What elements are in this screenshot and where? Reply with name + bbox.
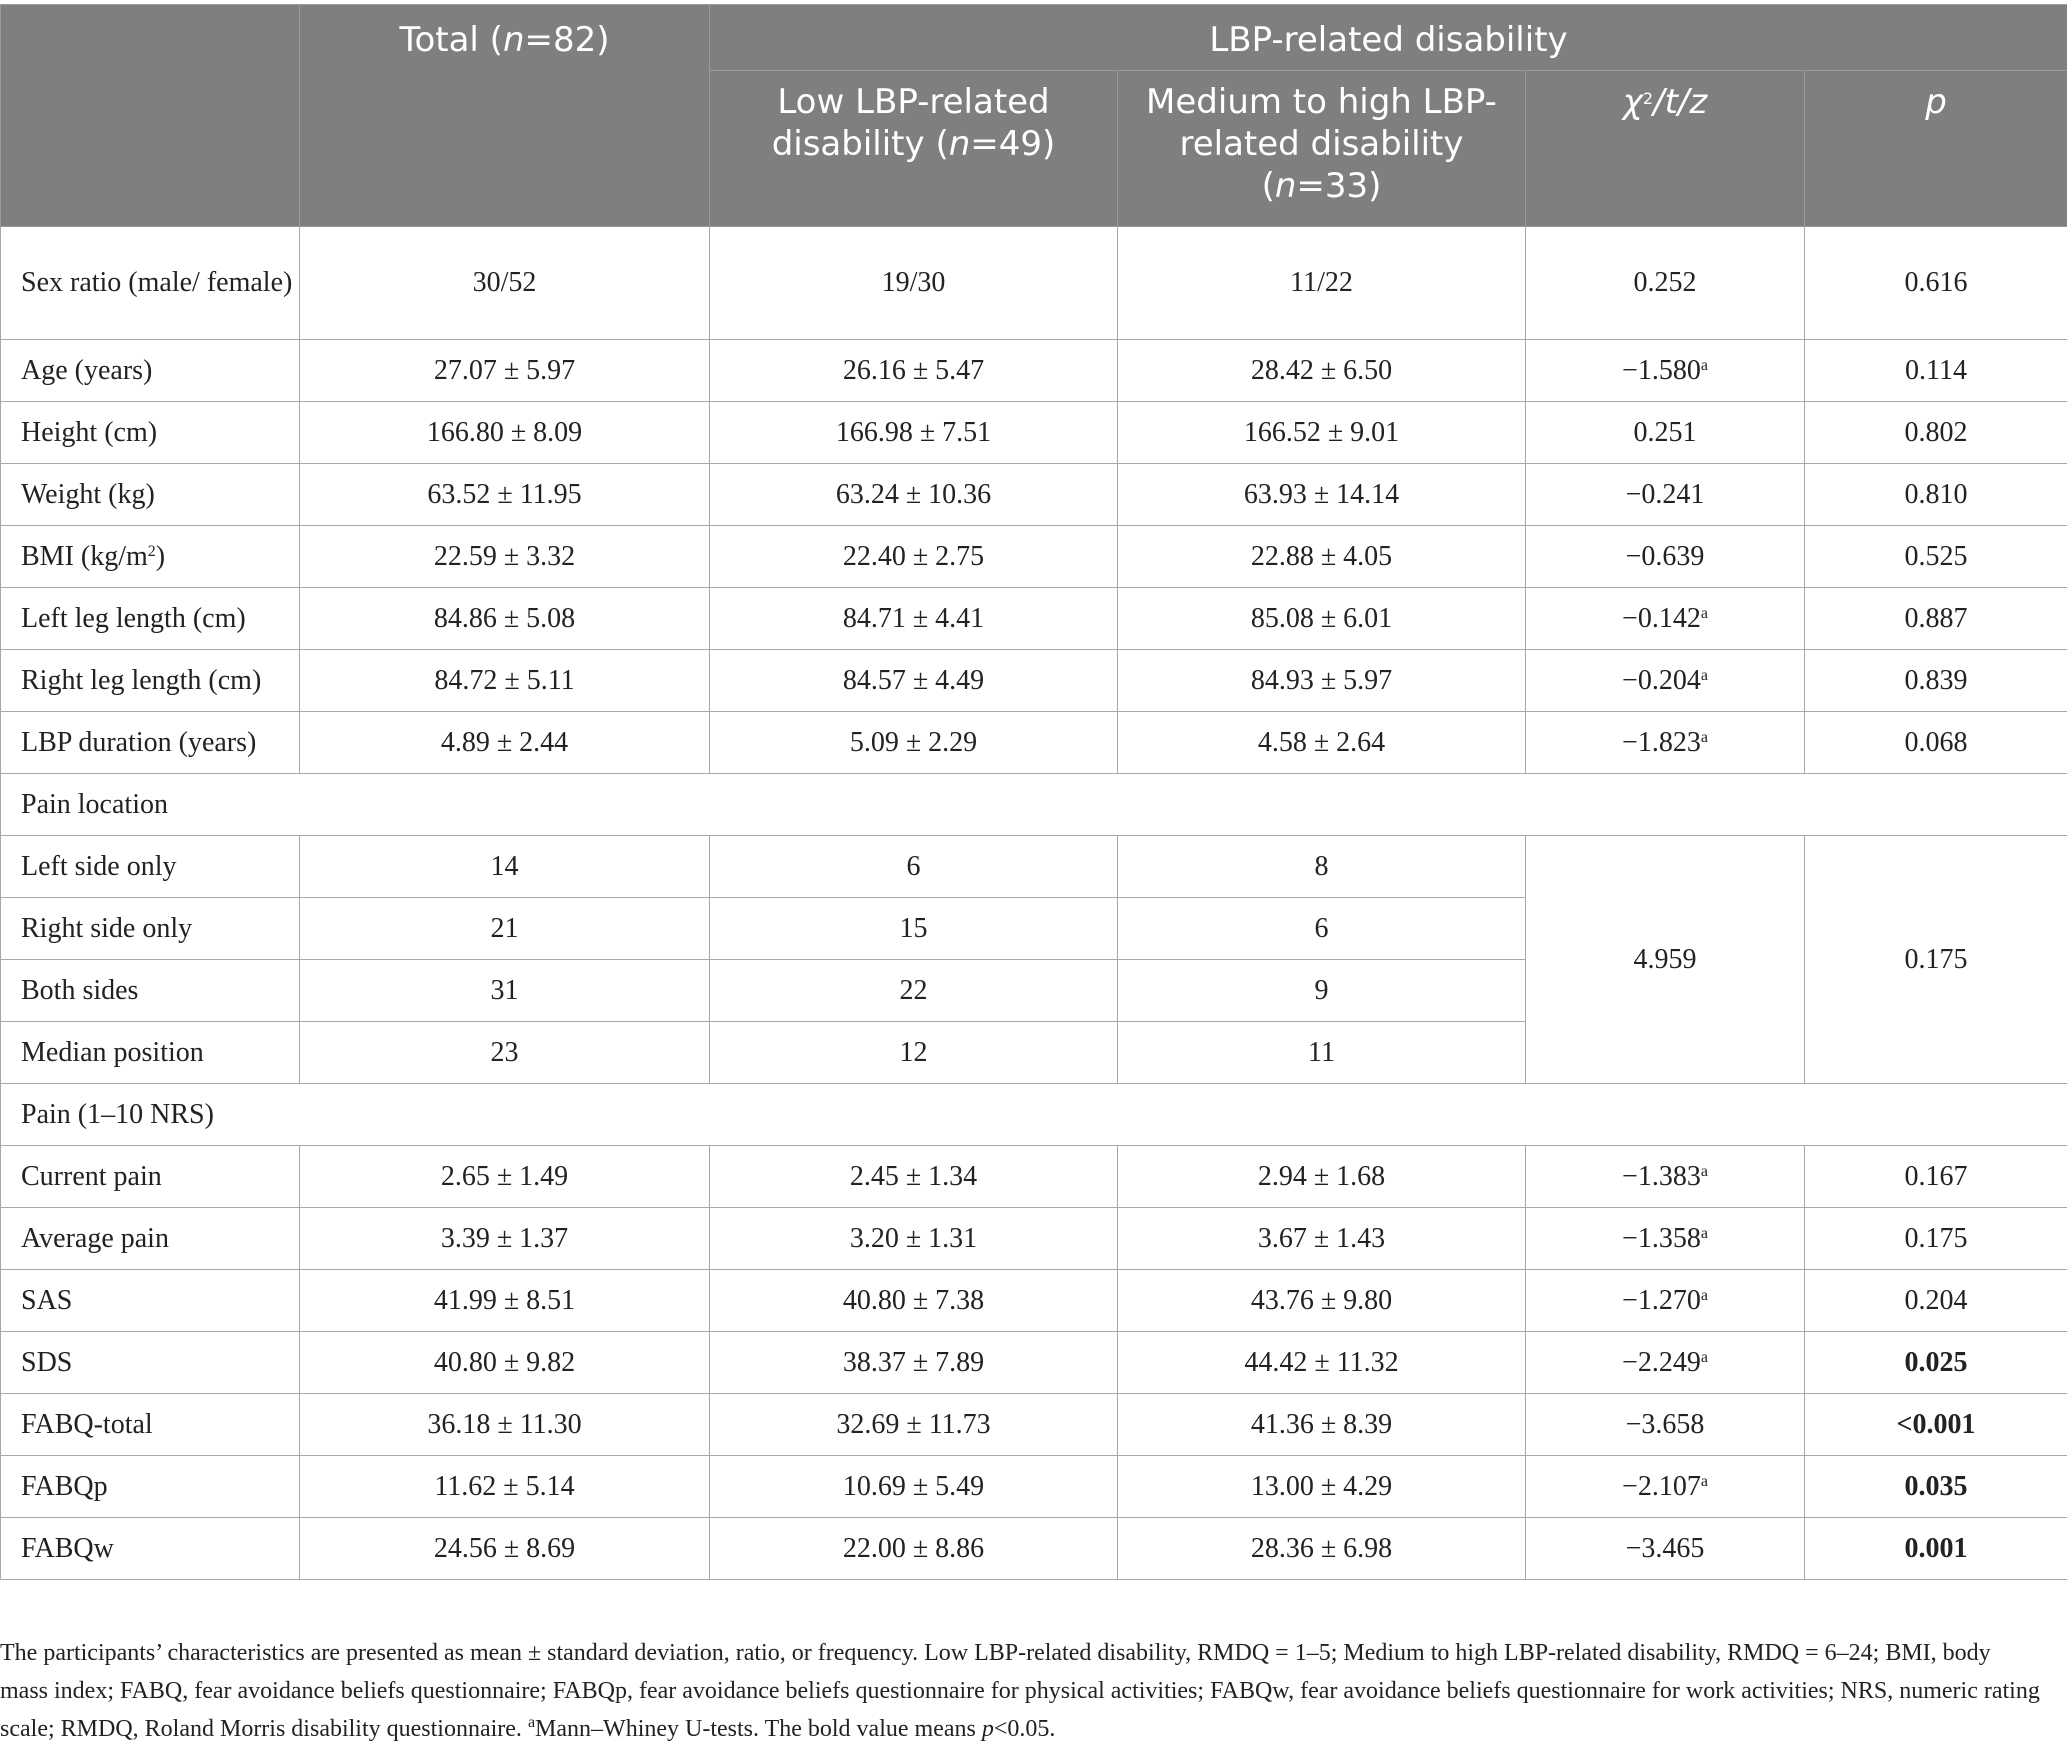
cell-statistic: −0.241	[1526, 464, 1805, 526]
row-label: Age (years)	[1, 340, 300, 402]
cell-statistic: −3.465	[1526, 1518, 1805, 1580]
table-row-height	[1, 402, 2067, 464]
table-row-left-side	[1, 836, 2067, 898]
cell-low: 32.69 ± 11.73	[710, 1394, 1118, 1456]
cell-low: 38.37 ± 7.89	[710, 1332, 1118, 1394]
cell-total: 63.52 ± 11.95	[300, 464, 710, 526]
cell-p: 0.175	[1805, 1208, 2067, 1270]
cell-p-significant: <0.001	[1805, 1394, 2067, 1456]
cell-total: 84.86 ± 5.08	[300, 588, 710, 650]
cell-medium-high: 8	[1118, 836, 1526, 898]
cell-total: 23	[300, 1022, 710, 1084]
cell-p: 0.114	[1805, 340, 2067, 402]
cell-p: 0.204	[1805, 1270, 2067, 1332]
cell-statistic: −0.204$^a$	[1526, 650, 1805, 712]
cell-medium-high: 4.58 ± 2.64	[1118, 712, 1526, 774]
cell-low: 19/30	[710, 227, 1118, 340]
table-row-fabq-total	[1, 1394, 2067, 1456]
cell-low: 22.00 ± 8.86	[710, 1518, 1118, 1580]
cell-statistic: 0.252	[1526, 227, 1805, 340]
cell-total: 41.99 ± 8.51	[300, 1270, 710, 1332]
cell-total: 14	[300, 836, 710, 898]
header-p-value: p	[1805, 71, 2067, 227]
characteristics-table	[0, 4, 2067, 1580]
cell-medium-high: 84.93 ± 5.97	[1118, 650, 1526, 712]
row-label: Average pain	[1, 1208, 300, 1270]
cell-p: 0.167	[1805, 1146, 2067, 1208]
cell-total: 2.65 ± 1.49	[300, 1146, 710, 1208]
cell-medium-high: 3.67 ± 1.43	[1118, 1208, 1526, 1270]
cell-total: 24.56 ± 8.69	[300, 1518, 710, 1580]
cell-medium-high: 2.94 ± 1.68	[1118, 1146, 1526, 1208]
section-row-pain-nrs	[1, 1084, 2067, 1146]
cell-p-significant: 0.001	[1805, 1518, 2067, 1580]
cell-medium-high: 166.52 ± 9.01	[1118, 402, 1526, 464]
cell-medium-high: 44.42 ± 11.32	[1118, 1332, 1526, 1394]
cell-medium-high: 9	[1118, 960, 1526, 1022]
header-medium-high-disability: Medium to high LBP- related disability (n=33)	[1118, 71, 1526, 227]
cell-statistic: −2.249$^a$	[1526, 1332, 1805, 1394]
cell-statistic-pain-location: 4.959	[1526, 836, 1805, 1084]
cell-statistic: −3.658	[1526, 1394, 1805, 1456]
cell-low: 5.09 ± 2.29	[710, 712, 1118, 774]
cell-low: 166.98 ± 7.51	[710, 402, 1118, 464]
cell-medium-high: 28.36 ± 6.98	[1118, 1518, 1526, 1580]
cell-medium-high: 13.00 ± 4.29	[1118, 1456, 1526, 1518]
table-row-age	[1, 340, 2067, 402]
cell-medium-high: 11	[1118, 1022, 1526, 1084]
cell-p: 0.802	[1805, 402, 2067, 464]
header-blank-cell	[1, 5, 300, 227]
cell-medium-high: 41.36 ± 8.39	[1118, 1394, 1526, 1456]
row-label: Weight (kg)	[1, 464, 300, 526]
cell-total: 3.39 ± 1.37	[300, 1208, 710, 1270]
header-low-disability: Low LBP-related disability (n=49)	[710, 71, 1118, 227]
cell-total: 27.07 ± 5.97	[300, 340, 710, 402]
cell-p-significant: 0.025	[1805, 1332, 2067, 1394]
cell-p: 0.616	[1805, 227, 2067, 340]
cell-low: 84.57 ± 4.49	[710, 650, 1118, 712]
table-body	[1, 227, 2067, 1580]
cell-low: 40.80 ± 7.38	[710, 1270, 1118, 1332]
cell-statistic: −1.823$^a$	[1526, 712, 1805, 774]
cell-total: 4.89 ± 2.44	[300, 712, 710, 774]
header-total: Total (n=82)	[300, 5, 710, 227]
cell-statistic: −1.580$^a$	[1526, 340, 1805, 402]
table-row-average-pain	[1, 1208, 2067, 1270]
cell-p-pain-location: 0.175	[1805, 836, 2067, 1084]
cell-low: 26.16 ± 5.47	[710, 340, 1118, 402]
cell-medium-high: 11/22	[1118, 227, 1526, 340]
row-label: SAS	[1, 1270, 300, 1332]
cell-total: 30/52	[300, 227, 710, 340]
cell-low: 2.45 ± 1.34	[710, 1146, 1118, 1208]
section-label: Pain (1–10 NRS)	[1, 1084, 2067, 1146]
table-row-left-leg	[1, 588, 2067, 650]
table-footnote: The participants’ characteristics are presented as mean ± standard deviation, ratio, or frequency. Low LBP-related disability, RMDQ = 1–5; Medium to high LBP-related disability, RMDQ = 6–24; BMI, body mass index; FABQ, fear avoidance beliefs questionnaire; FABQp, fear avoidance beliefs questionnaire for physical activities; FABQw, fear avoidance beliefs questionnaire for work activities; NRS, numeric rating scale; RMDQ, Roland Morris disability questionnaire. $^a$Mann–Whiney U-tests. The bold value means p<0.05.	[0, 1640, 2040, 1742]
cell-low: 22.40 ± 2.75	[710, 526, 1118, 588]
cell-total: 22.59 ± 3.32	[300, 526, 710, 588]
cell-low: 63.24 ± 10.36	[710, 464, 1118, 526]
cell-low: 10.69 ± 5.49	[710, 1456, 1118, 1518]
cell-total: 166.80 ± 8.09	[300, 402, 710, 464]
table-row-lbp-duration	[1, 712, 2067, 774]
row-label: FABQp	[1, 1456, 300, 1518]
row-label: Current pain	[1, 1146, 300, 1208]
cell-statistic: −1.358$^a$	[1526, 1208, 1805, 1270]
cell-total: 11.62 ± 5.14	[300, 1456, 710, 1518]
row-label: BMI $(kg/m^2)$	[1, 526, 300, 588]
cell-p: 0.068	[1805, 712, 2067, 774]
cell-statistic: −0.142$^a$	[1526, 588, 1805, 650]
cell-low: 22	[710, 960, 1118, 1022]
cell-total: 84.72 ± 5.11	[300, 650, 710, 712]
cell-medium-high: 43.76 ± 9.80	[1118, 1270, 1526, 1332]
table-row-fabqw	[1, 1518, 2067, 1580]
row-label: Median position	[1, 1022, 300, 1084]
row-label: LBP duration (years)	[1, 712, 300, 774]
cell-medium-high: 85.08 ± 6.01	[1118, 588, 1526, 650]
cell-p: 0.887	[1805, 588, 2067, 650]
row-label: Sex ratio (male/ female)	[1, 227, 300, 340]
cell-low: 15	[710, 898, 1118, 960]
cell-p: 0.525	[1805, 526, 2067, 588]
table-row-current-pain	[1, 1146, 2067, 1208]
table-row-fabqp	[1, 1456, 2067, 1518]
row-label: Height (cm)	[1, 402, 300, 464]
cell-total: 36.18 ± 11.30	[300, 1394, 710, 1456]
row-label: Left side only	[1, 836, 300, 898]
cell-statistic: −1.383$^a$	[1526, 1146, 1805, 1208]
table-row-weight	[1, 464, 2067, 526]
section-row-pain-location	[1, 774, 2067, 836]
row-label: FABQw	[1, 1518, 300, 1580]
row-label: Both sides	[1, 960, 300, 1022]
header-group-lbp-disability: LBP-related disability	[710, 5, 2067, 71]
table-row-sex-ratio	[1, 227, 2067, 340]
table-row-right-leg	[1, 650, 2067, 712]
row-label: Left leg length (cm)	[1, 588, 300, 650]
cell-total: 21	[300, 898, 710, 960]
header-statistic: $\chi^2/t/z$	[1526, 71, 1805, 227]
cell-total: 40.80 ± 9.82	[300, 1332, 710, 1394]
table-row-bmi	[1, 526, 2067, 588]
table-header	[1, 5, 2067, 227]
cell-medium-high: 63.93 ± 14.14	[1118, 464, 1526, 526]
cell-p: 0.810	[1805, 464, 2067, 526]
cell-low: 3.20 ± 1.31	[710, 1208, 1118, 1270]
cell-statistic: −1.270$^a$	[1526, 1270, 1805, 1332]
row-label: FABQ-total	[1, 1394, 300, 1456]
cell-low: 12	[710, 1022, 1118, 1084]
section-label: Pain location	[1, 774, 2067, 836]
cell-low: 84.71 ± 4.41	[710, 588, 1118, 650]
table-row-sas	[1, 1270, 2067, 1332]
cell-p: 0.839	[1805, 650, 2067, 712]
cell-medium-high: 22.88 ± 4.05	[1118, 526, 1526, 588]
cell-statistic: −2.107$^a$	[1526, 1456, 1805, 1518]
row-label: Right side only	[1, 898, 300, 960]
row-label: SDS	[1, 1332, 300, 1394]
cell-total: 31	[300, 960, 710, 1022]
cell-low: 6	[710, 836, 1118, 898]
cell-medium-high: 28.42 ± 6.50	[1118, 340, 1526, 402]
cell-statistic: 0.251	[1526, 402, 1805, 464]
table-row-sds	[1, 1332, 2067, 1394]
row-label: Right leg length (cm)	[1, 650, 300, 712]
cell-medium-high: 6	[1118, 898, 1526, 960]
cell-statistic: −0.639	[1526, 526, 1805, 588]
cell-p-significant: 0.035	[1805, 1456, 2067, 1518]
